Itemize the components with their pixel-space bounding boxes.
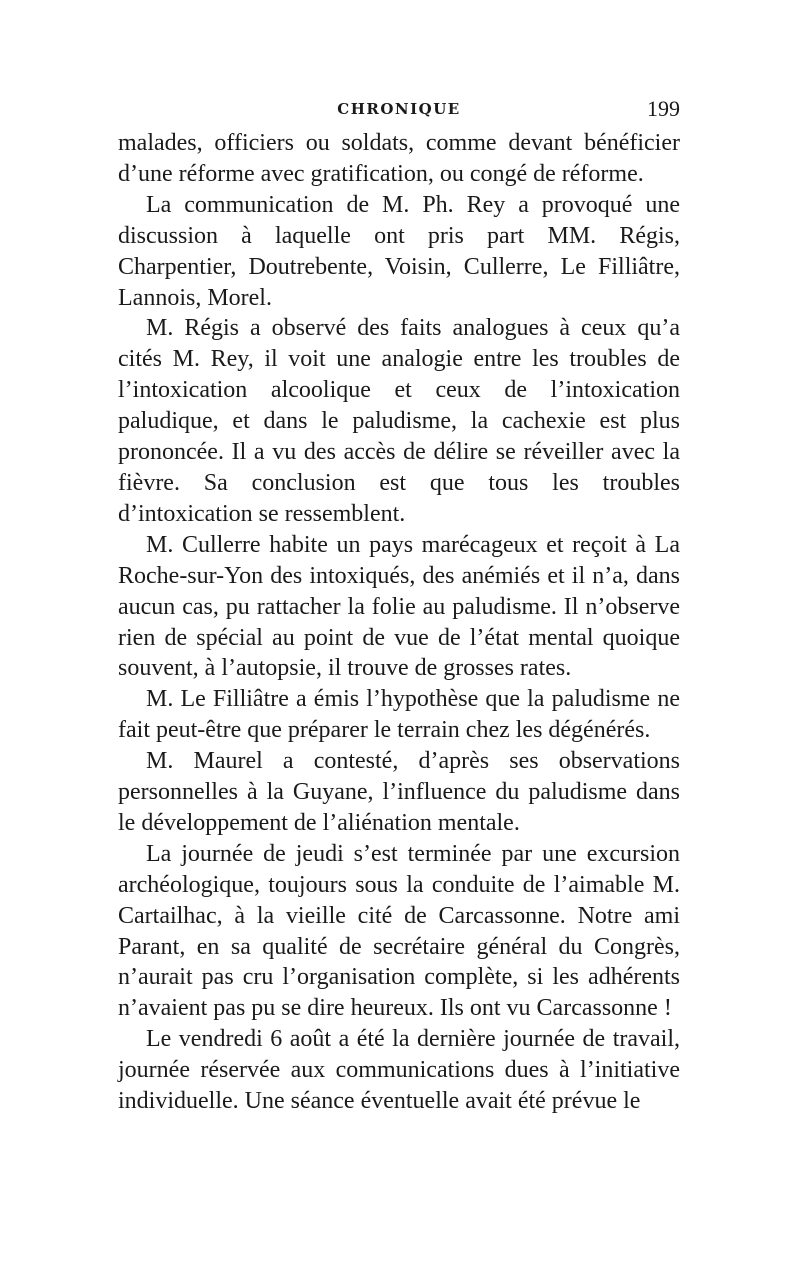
paragraph-regis: M. Régis a observé des faits analogues à ceux qu’a cités M. Rey, il voit une analogie entre les troubles de l’intoxication alcoolique et ceux de l’intoxication paludique, et dans le paludisme, la cachexie est plus prononcée. Il a vu des accès de délire se réveiller avec la fièvre. Sa conclusion est que tous les troubles d’intoxication se ressemblent.	[118, 315, 680, 527]
paragraph-maurel: M. Maurel a contesté, d’après ses observations personnelles à la Guyane, l’influence du paludisme dans le développement de l’aliénation mentale.	[118, 748, 680, 836]
paragraph-excursion: La journée de jeudi s’est terminée par une excursion archéologique, toujours sous la conduite de l’aimable M. Cartailhac, à la vieille cité de Carcassonne. Notre ami Parant, en sa qualité de secrétaire général du Congrès, n’aurait pas cru l’organisation complète, si les adhérents n’avaient pas pu se dire heureux. Ils ont vu Carcassonne !	[118, 840, 680, 1022]
paragraph-vendredi: Le vendredi 6 août a été la dernière journée de travail, journée réservée aux communications dues à l’initiative individuelle. Une séance éventuelle avait été prévue le	[118, 1026, 680, 1115]
running-head	[118, 96, 680, 124]
paragraph-rey-discussion: La communication de M. Ph. Rey a provoqué une discussion à laquelle ont pris part MM. Régis, Charpentier, Doutrebente, Voisin, Cullerre, Le Filliâtre, Lannois, Morel.	[118, 191, 680, 311]
running-title: CHRONIQUE	[337, 100, 461, 118]
page-number: 199	[647, 96, 680, 121]
paragraph-le-filliatre: M. Le Filliâtre a émis l’hypothèse que la paludisme ne fait peut-être que préparer le terrain chez les dégénérés.	[118, 686, 680, 744]
body-text	[118, 128, 680, 1117]
paragraph-cullerre: M. Cullerre habite un pays marécageux et reçoit à La Roche-sur-Yon des intoxiqués, des anémiés et il n’a, dans aucun cas, pu rattacher la folie au paludisme. Il n’observe rien de spécial au point de vue de l’état mental quoique souvent, à l’autopsie, il trouve de grosses rates.	[118, 531, 680, 682]
paragraph-continuation: malades, officiers ou soldats, comme devant bénéficier d’une réforme avec gratification, ou congé de réforme.	[118, 130, 680, 187]
